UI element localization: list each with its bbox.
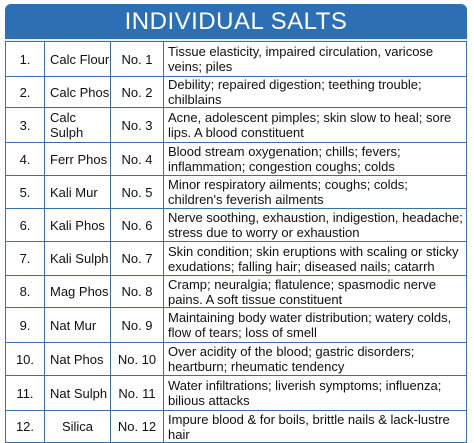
- salt-description: Acne, adolescent pimples; skin slow to heal; sore lips. A blood constituent: [164, 108, 467, 143]
- table-row: [6, 242, 467, 276]
- table-title-bar: [5, 4, 467, 41]
- salt-number: No. 4: [111, 143, 164, 176]
- salt-name: Calc Flour: [45, 42, 111, 77]
- salt-description: Water infiltrations; liverish symptoms; influenza; bilious attacks: [164, 376, 467, 411]
- table-row: [6, 176, 467, 209]
- salt-number: No. 2: [111, 77, 164, 108]
- salts-table: [5, 41, 467, 443]
- salt-number: No. 8: [111, 276, 164, 308]
- salt-description: Skin condition; skin eruptions with scaling or sticky exudations; falling hair; diseased nails; catarrh: [164, 242, 467, 276]
- salt-description: Tissue elasticity, impaired circulation, varicose veins; piles: [164, 42, 467, 77]
- salt-number: No. 5: [111, 176, 164, 209]
- salt-name: Kali Sulph: [45, 242, 111, 276]
- salt-number: No. 6: [111, 209, 164, 242]
- table-row: [6, 376, 467, 411]
- row-index: 10.: [6, 343, 45, 376]
- salt-number: No. 1: [111, 42, 164, 77]
- salt-name: Kali Phos: [45, 209, 111, 242]
- salt-number: No. 10: [111, 343, 164, 376]
- salt-description: Over acidity of the blood; gastric disorders; heartburn; rheumatic tendency: [164, 343, 467, 376]
- row-index: 5.: [6, 176, 45, 209]
- table-row: [6, 411, 467, 443]
- table-row: [6, 108, 467, 143]
- table-row: [6, 143, 467, 176]
- table-row: [6, 209, 467, 242]
- row-index: 4.: [6, 143, 45, 176]
- salt-description: Minor respiratory ailments; coughs; colds; children's feverish ailments: [164, 176, 467, 209]
- table-row: [6, 343, 467, 376]
- salt-number: No. 3: [111, 108, 164, 143]
- table-row: [6, 42, 467, 77]
- salt-number: No. 11: [111, 376, 164, 411]
- salt-name: Silica: [45, 411, 111, 443]
- salts-table-body: [6, 42, 467, 443]
- row-index: 8.: [6, 276, 45, 308]
- salt-name: Nat Mur: [45, 308, 111, 343]
- salt-name: Calc Sulph: [45, 108, 111, 143]
- row-index: 6.: [6, 209, 45, 242]
- row-index: 2.: [6, 77, 45, 108]
- salt-number: No. 9: [111, 308, 164, 343]
- salt-name: Kali Mur: [45, 176, 111, 209]
- salt-name: Nat Phos: [45, 343, 111, 376]
- salt-name: Nat Sulph: [45, 376, 111, 411]
- salt-name: Mag Phos: [45, 276, 111, 308]
- salt-number: No. 12: [111, 411, 164, 443]
- table-title: INDIVIDUAL SALTS: [124, 7, 348, 35]
- table-row: [6, 77, 467, 108]
- row-index: 9.: [6, 308, 45, 343]
- salt-description: Impure blood & for boils, brittle nails & lack-lustre hair: [164, 411, 467, 443]
- table-row: [6, 308, 467, 343]
- salt-description: Cramp; neuralgia; flatulence; spasmodic nerve pains. A soft tissue constituent: [164, 276, 467, 308]
- salt-description: Debility; repaired digestion; teething trouble; chilblains: [164, 77, 467, 108]
- salt-description: Maintaining body water distribution; watery colds, flow of tears; loss of smell: [164, 308, 467, 343]
- salt-number: No. 7: [111, 242, 164, 276]
- row-index: 11.: [6, 376, 45, 411]
- salt-description: Nerve soothing, exhaustion, indigestion, headache; stress due to worry or exhaustion: [164, 209, 467, 242]
- row-index: 1.: [6, 42, 45, 77]
- row-index: 3.: [6, 108, 45, 143]
- row-index: 7.: [6, 242, 45, 276]
- table-row: [6, 276, 467, 308]
- title-container: [5, 4, 467, 39]
- salt-name: Calc Phos: [45, 77, 111, 108]
- row-index: 12.: [6, 411, 45, 443]
- salt-name: Ferr Phos: [45, 143, 111, 176]
- salt-description: Blood stream oxygenation; chills; fevers; inflammation; congestion coughs; colds: [164, 143, 467, 176]
